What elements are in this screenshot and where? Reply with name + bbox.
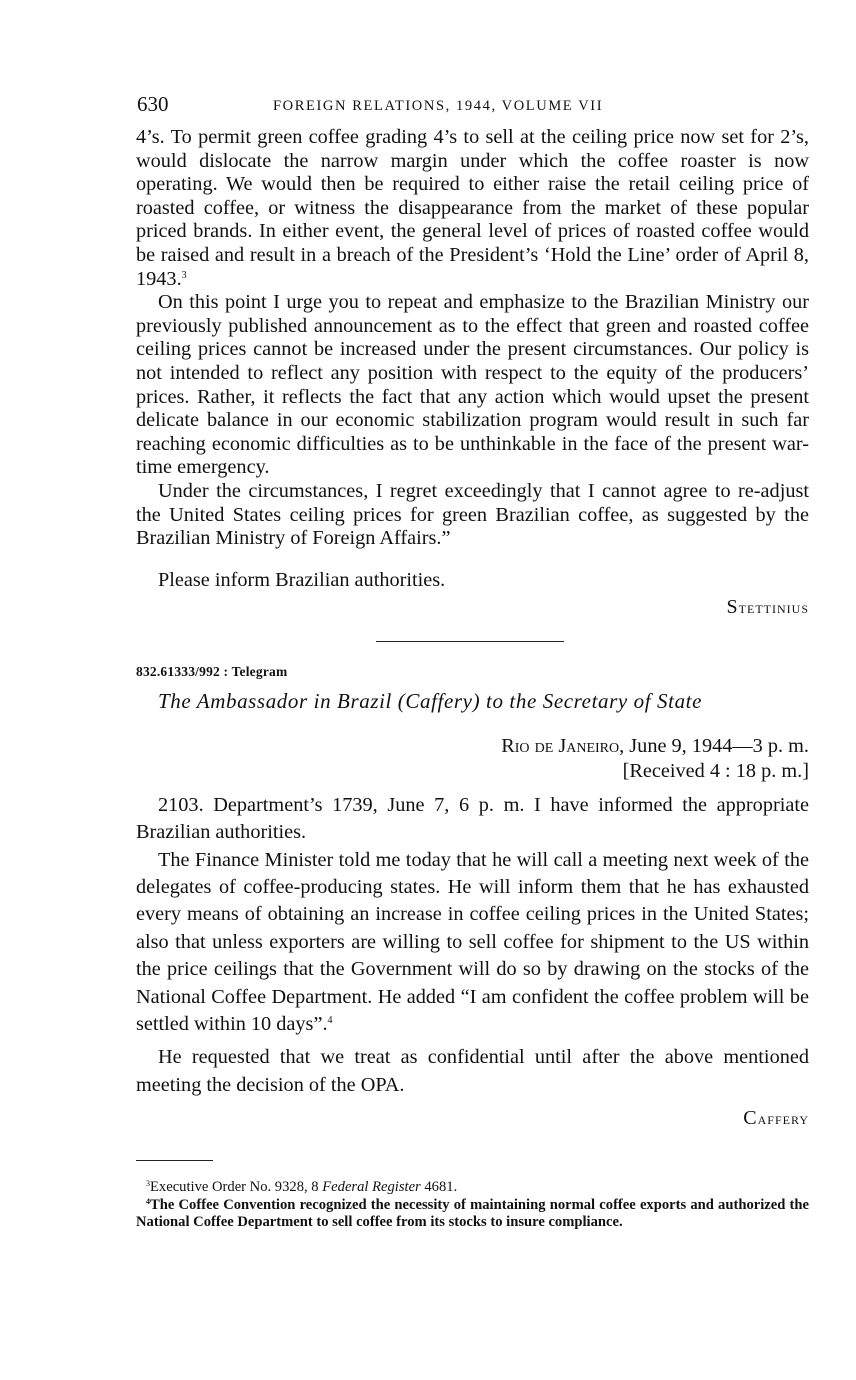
- running-header: [136, 88, 809, 122]
- document-page: [136, 88, 809, 1232]
- footnote-ref: 4: [327, 1014, 333, 1026]
- footnote-ref: 3: [181, 269, 187, 281]
- telegram-body: [136, 792, 809, 1099]
- paragraph: The Finance Minister told me today that he will call a meeting next week of the delegates of coffee-producing states. He will inform them that he has exhausted every means of obtaining an increase in coffee ceiling prices in the United States; also that unless exporters are willing to sell coffee for shipment to the US within the price ceilings that the Government will do so by drawing on the stocks of the National Coffee Department. He added “I am confident the coffee problem will be settled within 10 days”.$^4$: [136, 848, 809, 1035]
- paragraph: 2103. Department’s 1739, June 7, 6 p. m. I have informed the appropriate Brazilian authorities.: [136, 793, 809, 844]
- paragraph: He requested that we treat as confidential until after the above mentioned meeting the decision of the OPA.: [136, 1046, 809, 1096]
- document-title: The Ambassador in Brazil (Caffery) to the Secretary of State: [158, 688, 703, 713]
- page-number: 630: [137, 92, 169, 116]
- footnote-rule: [136, 1160, 213, 1161]
- section-divider: [376, 641, 564, 642]
- footnote-4: $^4$The Coffee Convention recognized the necessity of maintaining normal coffee exports and authorized the National Coffee Department to sell coffee from its stocks to insure compliance.: [136, 1196, 809, 1231]
- dateline: Rio de Janeiro, June 9, 1944—3 p. m.: [501, 734, 809, 757]
- signature-caffery: Caffery: [743, 1107, 809, 1130]
- footnotes: [136, 1179, 809, 1232]
- paragraph: On this point I urge you to repeat and emphasize to the Brazilian Ministry our previously published announcement as to the effect that green and roasted coffee ceiling prices cannot be increased under the present circumstances. Our policy is not intended to reflect any position with respect to the equity of the producers’ prices. Rather, it reflects the fact that any action which would upset the present delicate balance in our economic stabilization program would result in such far reaching economic difficulties as to be unthinkable in the face of the present war-time emergency.: [136, 291, 809, 479]
- footnote-3: $^3$Executive Order No. 9328, 8 Federal Register 4681.: [146, 1179, 458, 1196]
- paragraph: 4’s. To permit green coffee grading 4’s to sell at the ceiling price now set for 2’s, would dislocate the narrow margin under which the coffee roaster is now operating. We would then be required to either raise the retail ceiling price of roasted coffee, or witness the disappearance from the market of these popular priced brands. In either event, the general level of prices of roasted coffee would be raised and result in a breach of the President’s ‘Hold the Line’ order of April 8, 1943.$^3$: [136, 126, 809, 290]
- paragraph: Under the circumstances, I regret exceedingly that I cannot agree to re-adjust the United States ceiling prices for green Brazilian coffee, as suggested by the Brazilian Ministry of Foreign Affairs.”: [136, 479, 809, 550]
- file-code: 832.61333/992 : Telegram: [136, 663, 288, 679]
- received-time: [Received 4 : 18 p. m.]: [622, 759, 809, 782]
- continued-document-body: [136, 126, 809, 551]
- signature-stettinius: Stettinius: [726, 595, 809, 618]
- closing-line: Please inform Brazilian authorities.: [158, 568, 446, 591]
- running-title: FOREIGN RELATIONS, 1944, VOLUME VII: [273, 98, 604, 114]
